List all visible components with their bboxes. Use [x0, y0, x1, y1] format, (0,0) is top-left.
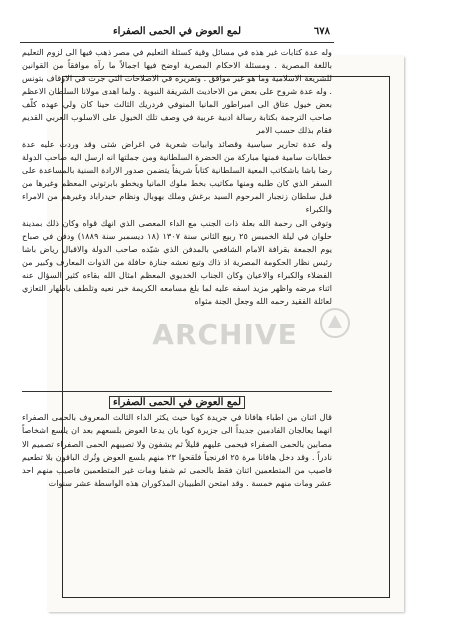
archive-watermark: ARCHIVE	[152, 318, 298, 351]
running-title: لمع العوض في الحمى الصفراء	[112, 26, 242, 37]
section-divider	[22, 391, 332, 392]
section-block	[22, 386, 332, 490]
article-body	[22, 46, 332, 309]
header-rule	[20, 42, 334, 43]
paragraph-2: وله عدة تحارير سياسية وقصائد وابيات شعرية في اغراض شتى وقد وردت عليه عدة خطابات سامية فمنها مباركة من الحضرة السلطانية ومن جملتها انه ارسل اليه صاحب الدولة رضا باشا باشكاتب المعية السلطانية كتاباً شريفاً يتضمن صدور الارادة السنية بالمساعدة على السفر الذي كان طلبه ومنها مكاتيب بخط ملوك المانيا ويخطو بابرتوني المعظم وغيرها من قبل سلطان زنجبار المرحوم السيد برغش وملك بهوبال ونظام حيدراباد وغيرهم من الامراء والكبراء	[22, 139, 332, 214]
paragraph-3: وتوفي الى رحمة الله بعلة ذات الجنب مع الداء المعصى الذي انهك قواه وكان ذلك بمدينة حلوان في ليلة الخميس ٢٥ ربيع الثاني سنة ١٣٠٧ (١٨ ديسمبر سنة ١٨٨٩) ودفن في صباح يوم الجمعة بقرافة الامام الشافعي بالمدفن الذي شيّده صاحب الدولة والاقبال رياض باشا رئيس نظار الحكومة المصرية اذ ذاك وتبع نعشه جنازة حافلة من الذوات المعارف وكبير من الفضلاء والكبراء والاعيان وكان الجناب الخديوي المعظم امثال الله بقاءه كثير السؤال عنه اثناء مرضه واظهر مزيد اسفه عليه لما بلغ مسامعه الكريمة خبر نعيه وتلطف باظهار التعازي لعائلة الفقيد رحمه الله وجعل الجنة مثواه	[22, 218, 332, 306]
running-header	[20, 24, 334, 40]
page-number: ٦٧٨	[313, 26, 330, 37]
paragraph-1: وله عدة كتابات غير هذه في مسائل وقية كسئلة التعليم في مصر ذهب فيها الى لزوم التعليم باللغة المصرية . ومسئلة الاحكام المصرية اوضح فيها اجمالاً ما رآه موافقاً من القوانين للشريعة الاسلامية وما هو غير موافق . وتقريره في الاصلاحات التي جرت في الاوقاف بتونس . وله عدة شروح على بعض من الاحاديث الشريفة النبوية . ولما اهدى مولانا السلطان الاعظم بعض خيول عتاق الى امبراطور المانيا المنوفي فردريك الثالث حينا كان ولي عهده كلّف صاحب الترجمة بكتابة رسالة ادبية عربية في وصف تلك الخيول على الاسلوب العربي القديم فقام بذلك حسب الامر	[22, 47, 332, 135]
section-title	[22, 396, 332, 409]
archive-logo-icon	[318, 306, 352, 340]
section-paragraph: قال اثنان من اطباء هافانا في جريدة كوبا حيث يكثر الداء الثالث المعروف بالحمى الصفراء انهما يعالجان الفادمين جديداً الى جزيرة كوبا بان يدعا العوض بلسعهم بعد ان يلسع اشخاصاً مصابين بالحمى الصفراء فيحمى عليهم قليلاً ثم يشفون ولا تصيبهم الحمى الصفراء تصميم الا نادراً . وقد دخل هافانا مرة ٢٥ افرنجياً فلقحوا ٢٣ منهم بلسع العوض وتُرك الباقون بلا تطعيم فاصيب من المتطعمين اثنان فقط بالحمى ثم شفيا ومات غير المتطعمين فاصيب منهم احد عشر ومات منهم خمسة . وقد امتحن الطبيبان المذكوران هذه الواسطة عشر سنوات	[22, 412, 332, 489]
section-title-text: لمع العوض في الحمى الصفراء	[109, 396, 245, 409]
